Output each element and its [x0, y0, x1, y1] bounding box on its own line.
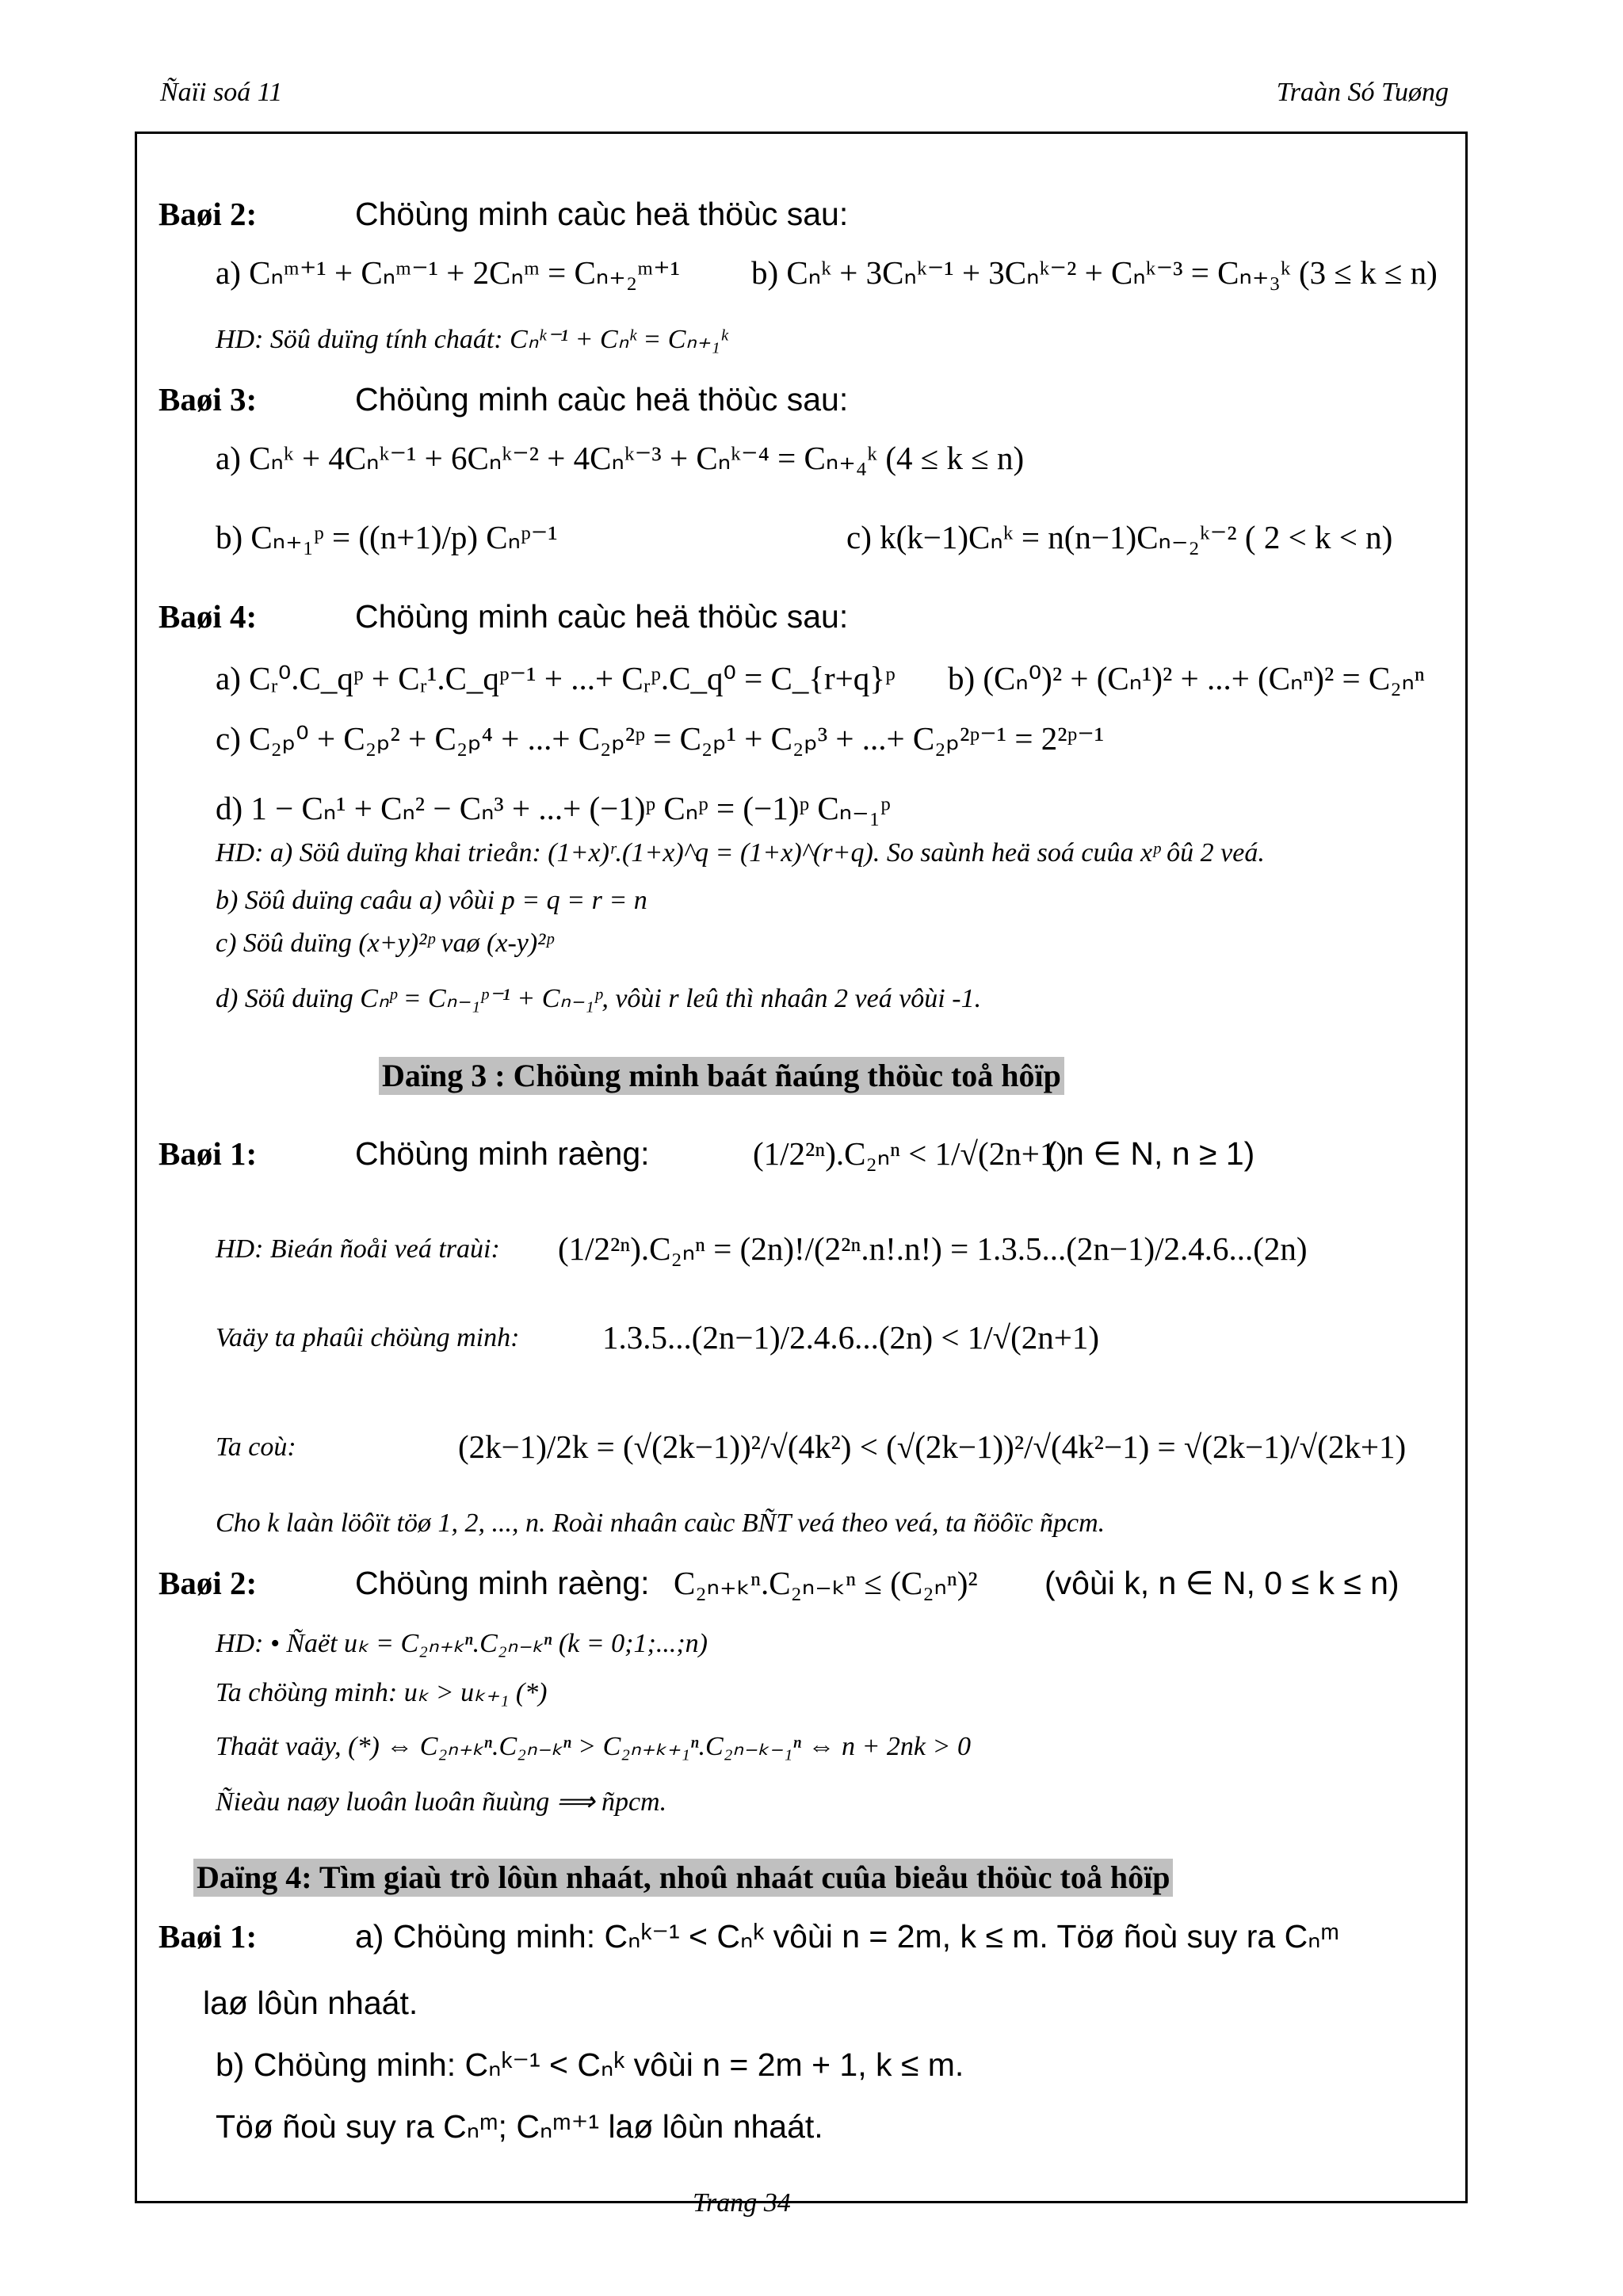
- d3-b2-label: Baøi 2:: [158, 1565, 258, 1601]
- b4-hint-a: HD: a) Söû duïng khai trieån: (1+x)ʳ.(1+x)^q = (1+x)^(r+q). So saùnh heä soá cuûa xᵖ ôû 2 veá.: [216, 838, 1265, 868]
- d3-b1-eq3: (2k−1)/2k = (√(2k−1))²/√(4k²) < (√(2k−1))²/√(4k²−1) = √(2k−1)/√(2k+1): [458, 1428, 1407, 1465]
- d3-b1-cond: ( n ∈ N, n ≥ 1): [1046, 1135, 1255, 1172]
- b2-a: a) Cₙᵐ⁺¹ + Cₙᵐ⁻¹ + 2Cₙᵐ = Cₙ₊₂ᵐ⁺¹: [216, 254, 681, 291]
- b3-c: c) k(k−1)Cₙᵏ = n(n−1)Cₙ₋₂ᵏ⁻² ( 2 < k < n): [846, 519, 1393, 555]
- b4-a: a) Cᵣ⁰.C_qᵖ + Cᵣ¹.C_qᵖ⁻¹ + ...+ Cᵣᵖ.C_q⁰ = C_{r+q}ᵖ: [216, 660, 896, 696]
- b2-task: Chöùng minh caùc heä thöùc sau:: [355, 196, 849, 232]
- b3-label: Baøi 3:: [158, 381, 258, 418]
- d3-b1-task: Chöùng minh raèng:: [355, 1135, 650, 1172]
- d4-b1-b: b) Chöùng minh: Cₙᵏ⁻¹ < Cₙᵏ vôùi n = 2m + 1, k ≤ m.: [216, 2046, 964, 2083]
- section-heading-dang3: Daïng 3 : Chöùng minh baát ñaúng thöùc toå hôïp: [379, 1057, 1064, 1095]
- b4-b: b) (Cₙ⁰)² + (Cₙ¹)² + ...+ (Cₙⁿ)² = C₂ₙⁿ: [948, 660, 1425, 696]
- d3-b2-task: Chöùng minh raèng:: [355, 1565, 650, 1601]
- d3-b2-ineq: C₂ₙ₊ₖⁿ.C₂ₙ₋ₖⁿ ≤ (C₂ₙⁿ)²: [674, 1565, 978, 1601]
- b4-d: d) 1 − Cₙ¹ + Cₙ² − Cₙ³ + ...+ (−1)ᵖ Cₙᵖ = (−1)ᵖ Cₙ₋₁ᵖ: [216, 790, 891, 826]
- b4-label: Baøi 4:: [158, 598, 258, 635]
- b4-hint-d: d) Söû duïng Cₙᵖ = Cₙ₋₁ᵖ⁻¹ + Cₙ₋₁ᵖ, vôùi r leû thì nhaân 2 veá vôùi -1.: [216, 984, 982, 1013]
- d3-b1-hd4: Cho k laàn löôït töø 1, 2, ..., n. Roài nhaân caùc BÑT veá theo veá, ta ñöôïc ñpcm.: [216, 1508, 1106, 1538]
- d4-b1-a2: laø lôùn nhaát.: [203, 1985, 418, 2021]
- b4-hint-b: b) Söû duïng caâu a) vôùi p = q = r = n: [216, 886, 647, 915]
- header-right: Traàn Só Tuøng: [1276, 78, 1449, 107]
- b2-label: Baøi 2:: [158, 196, 258, 232]
- page-number: Trang 34: [693, 2188, 791, 2218]
- d4-b1-a: a) Chöùng minh: Cₙᵏ⁻¹ < Cₙᵏ vôùi n = 2m, k ≤ m. Töø ñoù suy ra Cₙᵐ: [355, 1918, 1339, 1955]
- b2-b: b) Cₙᵏ + 3Cₙᵏ⁻¹ + 3Cₙᵏ⁻² + Cₙᵏ⁻³ = Cₙ₊₃ᵏ (3 ≤ k ≤ n): [751, 254, 1438, 291]
- d3-b1-eq2: 1.3.5...(2n−1)/2.4.6...(2n) < 1/√(2n+1): [602, 1319, 1100, 1356]
- b4-hint-c: c) Söû duïng (x+y)²ᵖ vaø (x-y)²ᵖ: [216, 929, 553, 958]
- d3-b1-hd1: HD: Bieán ñoåi veá traùi:: [216, 1234, 500, 1264]
- b4-task: Chöùng minh caùc heä thöùc sau:: [355, 598, 849, 635]
- d3-b1-ineq: (1/2²ⁿ).C₂ₙⁿ < 1/√(2n+1): [753, 1135, 1067, 1172]
- d3-b1-label: Baøi 1:: [158, 1135, 258, 1172]
- b3-task: Chöùng minh caùc heä thöùc sau:: [355, 381, 849, 418]
- b2-hint: HD: Söû duïng tính chaát: Cₙᵏ⁻¹ + Cₙᵏ = Cₙ₊₁ᵏ: [216, 325, 728, 354]
- d3-b2-hd2: Ta chöùng minh: uₖ > uₖ₊₁ (*): [216, 1678, 548, 1707]
- section-heading-dang4: Daïng 4: Tìm giaù trò lôùn nhaát, nhoû nhaát cuûa bieåu thöùc toå hôïp: [193, 1859, 1173, 1897]
- d3-b2-hd1: HD: • Ñaët uₖ = C₂ₙ₊ₖⁿ.C₂ₙ₋ₖⁿ (k = 0;1;...;n): [216, 1629, 708, 1658]
- d3-b1-eq1: (1/2²ⁿ).C₂ₙⁿ = (2n)!/(2²ⁿ.n!.n!) = 1.3.5...(2n−1)/2.4.6...(2n): [558, 1230, 1308, 1267]
- d4-b1-b2: Töø ñoù suy ra Cₙᵐ; Cₙᵐ⁺¹ laø lôùn nhaát.: [216, 2108, 823, 2145]
- d3-b1-hd2: Vaäy ta phaûi chöùng minh:: [216, 1323, 520, 1352]
- b4-c: c) C₂ₚ⁰ + C₂ₚ² + C₂ₚ⁴ + ...+ C₂ₚ²ᵖ = C₂ₚ¹ + C₂ₚ³ + ...+ C₂ₚ²ᵖ⁻¹ = 2²ᵖ⁻¹: [216, 720, 1105, 757]
- b3-b: b) Cₙ₊₁ᵖ = ((n+1)/p) Cₙᵖ⁻¹: [216, 519, 558, 555]
- d3-b2-hd3: Thaät vaäy, (*) ⇔ C₂ₙ₊ₖⁿ.C₂ₙ₋ₖⁿ > C₂ₙ₊ₖ₊₁ⁿ.C₂ₙ₋ₖ₋₁ⁿ ⇔ n + 2nk > 0: [216, 1732, 971, 1761]
- d3-b2-cond: (vôùi k, n ∈ N, 0 ≤ k ≤ n): [1044, 1565, 1400, 1601]
- d3-b1-hd3: Ta coù:: [216, 1432, 296, 1462]
- header-left: Ñaïi soá 11: [160, 78, 283, 107]
- d3-b2-hd4: Ñieàu naøy luoân luoân ñuùng ⟹ ñpcm.: [216, 1787, 667, 1817]
- b3-a: a) Cₙᵏ + 4Cₙᵏ⁻¹ + 6Cₙᵏ⁻² + 4Cₙᵏ⁻³ + Cₙᵏ⁻⁴ = Cₙ₊₄ᵏ (4 ≤ k ≤ n): [216, 440, 1025, 476]
- d4-b1-label: Baøi 1:: [158, 1918, 258, 1955]
